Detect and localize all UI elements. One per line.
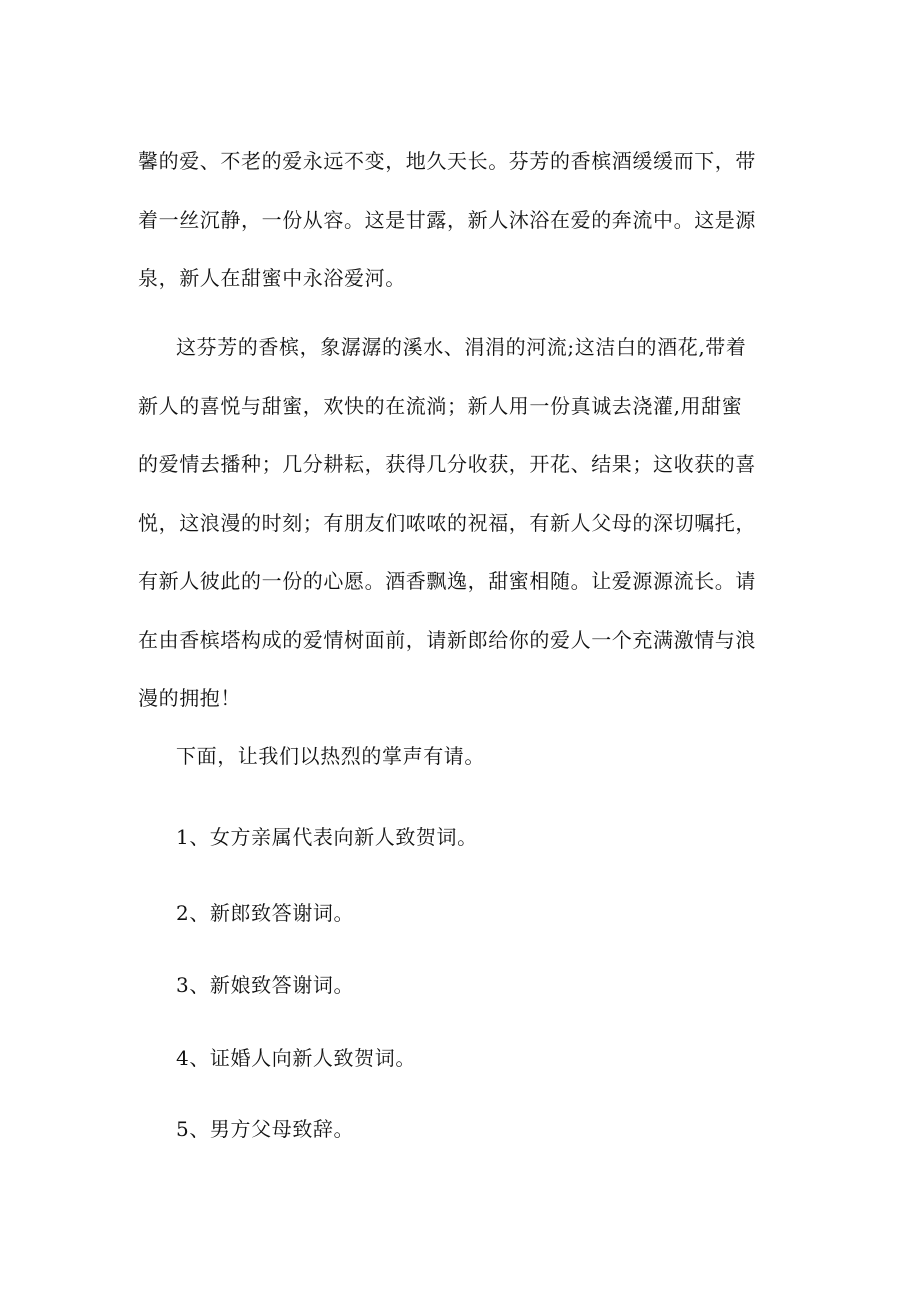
list-item-2	[138, 884, 788, 943]
text-line: 这芬芳的香槟，象潺潺的溪水、涓涓的河流;这洁白的酒花,带着	[176, 335, 747, 359]
text-line: 有新人彼此的一份的心愿。酒香飘逸，甜蜜相随。让爱源源流长。请	[138, 569, 756, 593]
paragraph-2	[138, 318, 788, 728]
list-item-4	[138, 1029, 788, 1088]
list-item-3	[138, 956, 788, 1015]
text-line: 在由香槟塔构成的爱情树面前，请新郎给你的爱人一个充满激情与浪	[138, 627, 756, 652]
text-line: 悦，这浪漫的时刻；有朋友们哝哝的祝福，有新人父母的深切嘱托，	[138, 510, 756, 535]
text-line: 漫的拥抱！	[138, 686, 241, 710]
list-item-1	[138, 808, 788, 867]
list-item-5	[138, 1100, 788, 1159]
text-line: 3、新娘致答谢词。	[176, 973, 355, 997]
text-line: 着一丝沉静，一份从容。这是甘露，新人沐浴在爱的奔流中。这是源	[138, 207, 756, 232]
text-line: 的爱情去播种；几分耕耘，获得几分收获，开花、结果；这收获的喜	[138, 452, 756, 476]
paragraph-1	[138, 132, 788, 308]
text-line: 下面，让我们以热烈的掌声有请。	[176, 744, 485, 768]
text-line: 新人的喜悦与甜蜜，欢快的在流淌；新人用一份真诚去浇灌,用甜蜜	[138, 393, 743, 418]
text-line: 5、男方父母致辞。	[176, 1117, 355, 1141]
text-line: 1、女方亲属代表向新人致贺词。	[176, 825, 478, 849]
paragraph-intro	[138, 727, 788, 786]
text-line: 馨的爱、不老的爱永远不变，地久天长。芬芳的香槟酒缓缓而下，带	[138, 149, 756, 173]
text-line: 2、新郎致答谢词。	[176, 901, 355, 925]
text-line: 4、证婚人向新人致贺词。	[176, 1046, 416, 1070]
text-line: 泉，新人在甜蜜中永浴爱河。	[138, 266, 406, 290]
